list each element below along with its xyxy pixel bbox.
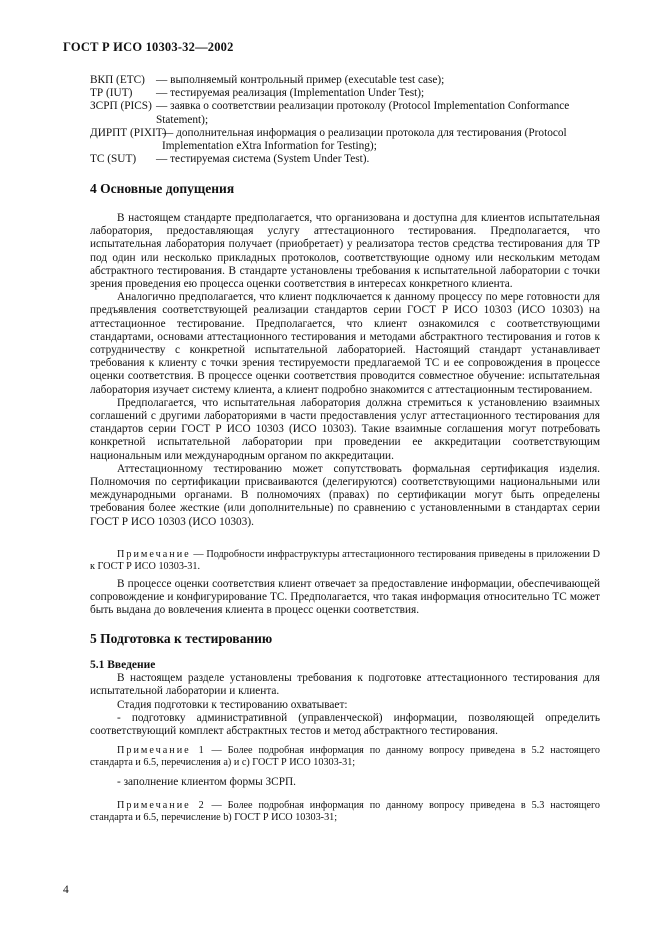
section-5-title: 5 Подготовка к тестированию	[90, 631, 273, 646]
abbreviation-item	[90, 127, 600, 153]
abbreviation-definition: — дополнительная информация о реализации протокола для тестирования (Protocol Implementation eXtra Information for Testing);	[162, 126, 567, 153]
abbreviation-term: ЗСРП (PICS)	[90, 100, 152, 113]
section-4-closing	[90, 578, 600, 618]
section-4-body	[90, 212, 600, 529]
paragraph: В процессе оценки соответствия клиент отвечает за предоставление информации, обеспечивающей сопровождение и конфигурирование ТС. Предполагается, что такая информация относительно ТС может быть выдана до вовлечения клиента в процесс оценки соответствия.	[90, 578, 600, 617]
abbreviation-term: ВКП (ETC)	[90, 74, 145, 86]
abbreviation-term: ДИРПТ (PIXIT)	[90, 126, 167, 139]
section-5-body	[90, 659, 600, 738]
note-text: — Более подробная информация по данному вопросу приведена в 5.2 настоящего стандарта и 6.5, перечисления a) и c) ГОСТ Р ИСО 10303-31;	[90, 745, 600, 769]
abbreviation-definition: — тестируемая реализация (Implementation Under Test);	[156, 87, 425, 100]
section-4-note	[90, 549, 600, 574]
paragraph: В настоящем разделе установлены требования к подготовке аттестационного тестирования для испытательной лаборатории и клиента.	[90, 672, 600, 698]
section-5-note-2	[90, 800, 600, 825]
note-label: Примечание	[117, 549, 191, 560]
abbreviation-definition: — заявка о соответствии реализации протоколу (Protocol Implementation Conformance Statement);	[156, 100, 570, 126]
list-item: - заполнение клиентом формы ЗСРП.	[117, 776, 296, 788]
note	[90, 800, 600, 825]
abbreviation-definition: — тестируемая система (System Under Test).	[156, 153, 370, 166]
abbreviation-item	[90, 100, 600, 126]
paragraph: Предполагается, что испытательная лаборатория должна стремиться к установлению взаимных соглашений с другими лабораториями в части предоставления услуг аттестационного тестирования для стандартов серии ГОСТ Р ИСО 10303 (ИСО 10303). Такие взаимные соглашения могут потребовать конкретной испытательной лаборатории при проведении ее аккредитации соответствующим национальным или международным органом по аккредитации.	[90, 396, 600, 462]
note-text: — Более подробная информация по данному вопросу приведена в 5.3 настоящего стандарта и 6.5, перечисление b) ГОСТ Р ИСО 10303-31;	[90, 800, 600, 824]
abbreviation-item	[90, 153, 600, 166]
note-label: Примечание 1	[117, 745, 206, 756]
note-label: Примечание 2	[117, 800, 206, 811]
section-5-note-1	[90, 745, 600, 770]
abbreviation-item	[90, 74, 600, 87]
standard-header: ГОСТ Р ИСО 10303-32—2002	[63, 40, 234, 54]
note	[90, 745, 600, 770]
note-text: — Подробности инфраструктуры аттестационного тестирования приведены в приложении D к ГОСТ Р ИСО 10303-31.	[90, 549, 600, 573]
paragraph: Аналогично предполагается, что клиент подключается к данному процессу по мере готовности для предъявления соответствующей реализации стандартов серии ГОСТ Р ИСО 10303 (ИСО 10303) на аттестационное тестирование. Предполагается, что клиент ознакомился с соответствующими стандартами, основами аттестационного тестирования и методами абстрактного тестирования и готов к сотрудничеству с конкретной испытательной лабораторией. Настоящий стандарт устанавливает требования к клиенту с точки зрения тестируемости предлагаемой ТС и ее сопровождения в процессе оценки соответствия. В процессе оценки соответствия проводится совместное обучение: испытательная лаборатория изучает систему клиента, а клиент подробно знакомится с аттестационным тестированием.	[90, 291, 600, 396]
section-5-bullet-2	[90, 776, 600, 789]
paragraph: Аттестационному тестированию может сопутствовать формальная сертификация изделия. Полномочия по сертификации присваиваются (делегируются) соответствующими национальными или международными органами. В полномочиях (правах) по сертификации могут быть определены требования более жесткие (или дополнительные) по сравнению с установленными в стандартах серии ГОСТ Р ИСО 10303 (ИСО 10303).	[90, 462, 600, 528]
subsection-title: 5.1 Введение	[90, 659, 156, 671]
list-item: - подготовку административной (управленческой) информации, позволяющей определить соответствующий комплект абстрактных тестов и метод абстрактного тестирования.	[90, 711, 600, 738]
section-4-title: 4 Основные допущения	[90, 181, 235, 196]
abbreviation-list	[90, 74, 600, 166]
abbreviation-definition: — выполняемый контрольный пример (executable test case);	[156, 74, 445, 86]
abbreviation-term: ТР (IUT)	[90, 87, 133, 100]
paragraph: Стадия подготовки к тестированию охватывает:	[117, 698, 348, 711]
paragraph: В настоящем стандарте предполагается, что организована и доступна для клиентов испытательная лаборатория, предоставляющая услугу аттестационного тестирования. Предполагается, что испытательная лаборатория получает (приобретает) у реализатора тестов средства тестирования для ТР под один или несколько прикладных протоколов, соответствующие одному или нескольким методам абстрактного тестирования. В стандарте установлены требования к испытательной лаборатории с точки зрения проведения ею процесса оценки соответствия в интересах конкретного клиента.	[90, 212, 600, 291]
note	[90, 549, 600, 574]
page-number: 4	[63, 884, 69, 896]
abbreviation-item	[90, 87, 600, 100]
abbreviation-term: ТС (SUT)	[90, 153, 137, 166]
